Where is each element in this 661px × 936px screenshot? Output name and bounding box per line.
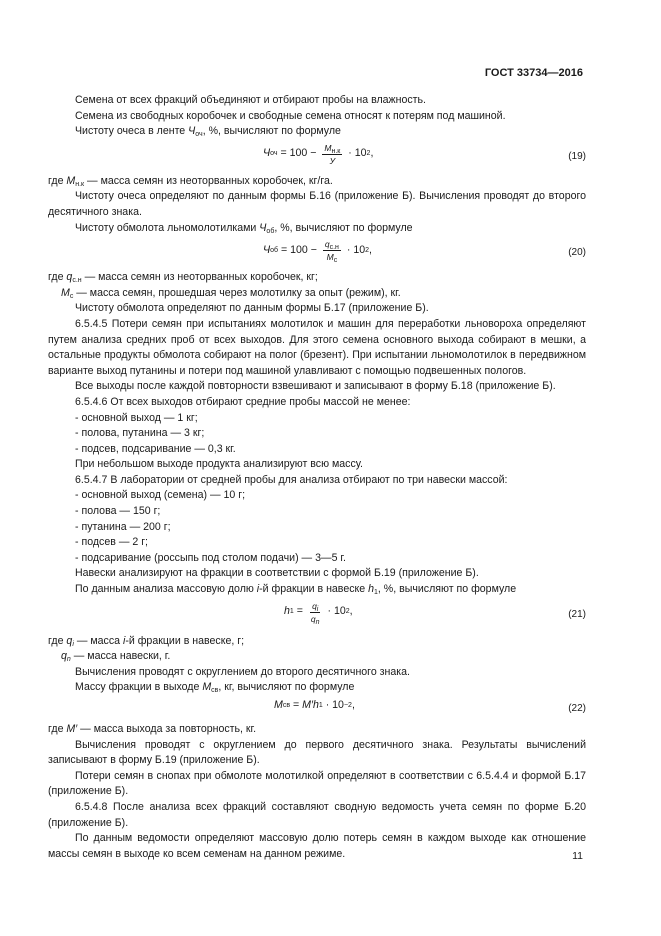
standard-header: ГОСТ 33734—2016 [484, 67, 583, 79]
formula-20-expression: Ч об = 100 − $\frac{q_{с.н}}{М_с}$ · 10 2 , [263, 239, 372, 265]
where-clause-continuation: $М_с$ — масса семян, прошедшая через молотилку за опыт (режим), кг. [61, 286, 401, 300]
paragraph: Потери семян в снопах при обмолоте молотилкой определяют в соответствии с 6.5.4.4 и формой Б.17 (приложение Б). [48, 769, 586, 798]
formula-number: (19) [568, 150, 586, 162]
where-clause-continuation: $q_n$ — масса навески, г. [61, 650, 171, 664]
where-clause: где $М_{н.к}$ — масса семян из неоторванных коробочек, кг/га. [48, 174, 333, 188]
paragraph: При небольшом выходе продукта анализируют всю массу. [75, 458, 363, 471]
page-body [48, 93, 586, 862]
list-item: - полова, путанина — 3 кг; [48, 426, 586, 442]
formula-22 [48, 696, 586, 722]
fraction: $\frac{М_{н.к}}{У}$ [324, 142, 341, 166]
formula-number: (22) [568, 703, 586, 714]
paragraph: Чистоту обмолота льномолотилками $Ч_{об}$, %, вычисляют по формуле [75, 221, 413, 235]
paragraph: По данным ведомости определяют массовую долю потерь семян в каждом выходе как отношение массы семян в выходе ко всем семенам на данном режиме. [48, 832, 586, 860]
list-item: - подсев, подсаривание — 0,3 кг. [48, 442, 586, 458]
fraction: $\frac{q_i}{q_n}$ [310, 600, 320, 626]
paragraph: Чистоту очеса определяют по данным формы Б.16 (приложение Б). Вычисления проводят до второго десятичного знака. [48, 190, 586, 218]
list-item: - подсаривание (россыпь под столом подачи) — 3—5 г. [48, 551, 586, 567]
list-item: - подсев — 2 г; [48, 535, 586, 551]
paragraph: Навески анализируют на фракции в соответствии с формой Б.19 (приложение Б). [75, 567, 479, 580]
paragraph: Массу фракции в выходе $М_{св}$, кг, вычисляют по формуле [75, 681, 355, 695]
formula-21-expression: h 1 = $\frac{q_i}{q_n}$ · 10 2 , [284, 600, 353, 626]
fraction: $\frac{q_{с.н}}{М_с}$ [324, 239, 339, 265]
list-item: - путанина — 200 г; [48, 520, 586, 536]
clause-6-5-4-7: 6.5.4.7 В лаборатории от средней пробы для анализа отбирают по три навески массой: [75, 473, 508, 486]
clause-6-5-4-5: 6.5.4.5 Потери семян при испытаниях молотилок и машин для переработки льновороха определяют путем анализа средних проб от всех выходов. Для этого семена основного выхода собирают в мешки, а остальные продукты обмолота собирают на полог (брезент). При испытании льномолотилок в передвижном варианте выход путанины и потери под машиной улавливают с помощью подвешенных пологов. [48, 317, 586, 377]
where-clause: где М′ — масса выхода за повторность, кг. [48, 723, 257, 735]
paragraph: Семена от всех фракций объединяют и отбирают пробы на влажность. [75, 94, 426, 106]
paragraph: Все выходы после каждой повторности взвешивают и записывают в форму Б.18 (приложение Б). [75, 380, 556, 393]
clause-6-5-4-8: 6.5.4.8 После анализа всех фракций составляют сводную ведомость учета семян по форме Б.20 (приложение Б). [48, 800, 586, 829]
list-item: - основной выход (семена) — 10 г; [48, 488, 586, 504]
paragraph: Чистоту обмолота определяют по данным формы Б.17 (приложение Б). [75, 302, 429, 315]
formula-number: (20) [568, 247, 586, 259]
formula-19 [48, 140, 586, 174]
paragraph: Вычисления проводят с округлением до первого десятичного знака. Результаты вычислений записывают в форму Б.19 (приложение Б). [48, 738, 586, 767]
formula-19-expression: Ч оч = 100 − $\frac{М_{н.к}}{У}$ · 10 2 , [263, 142, 374, 166]
page-number: 11 [572, 850, 583, 862]
paragraph: Вычисления проводят с округлением до второго десятичного знака. [75, 665, 410, 678]
list-item: - основной выход — 1 кг; [48, 411, 586, 427]
formula-22-expression: М св = М′ h 1 · 10 −2 , [274, 699, 355, 711]
clause-6-5-4-6: 6.5.4.6 От всех выходов отбирают средние пробы массой не менее: [75, 395, 411, 408]
paragraph: Семена из свободных коробочек и свободные семена относят к потерям под машиной. [75, 109, 506, 122]
formula-21 [48, 598, 586, 634]
formula-20 [48, 236, 586, 270]
list-item: - полова — 150 г; [48, 504, 586, 520]
where-clause: где $q_{с.н}$ — масса семян из неоторванных коробочек, кг; [48, 271, 318, 285]
formula-number: (21) [568, 608, 586, 620]
where-clause: где $q_i$ — масса i-й фракции в навеске, г; [48, 634, 245, 648]
paragraph: По данным анализа массовую долю i-й фракции в навеске $h_1$, %, вычисляют по формуле [75, 583, 517, 597]
paragraph: Чистоту очеса в ленте $Ч_{оч}$, %, вычисляют по формуле [75, 125, 341, 139]
